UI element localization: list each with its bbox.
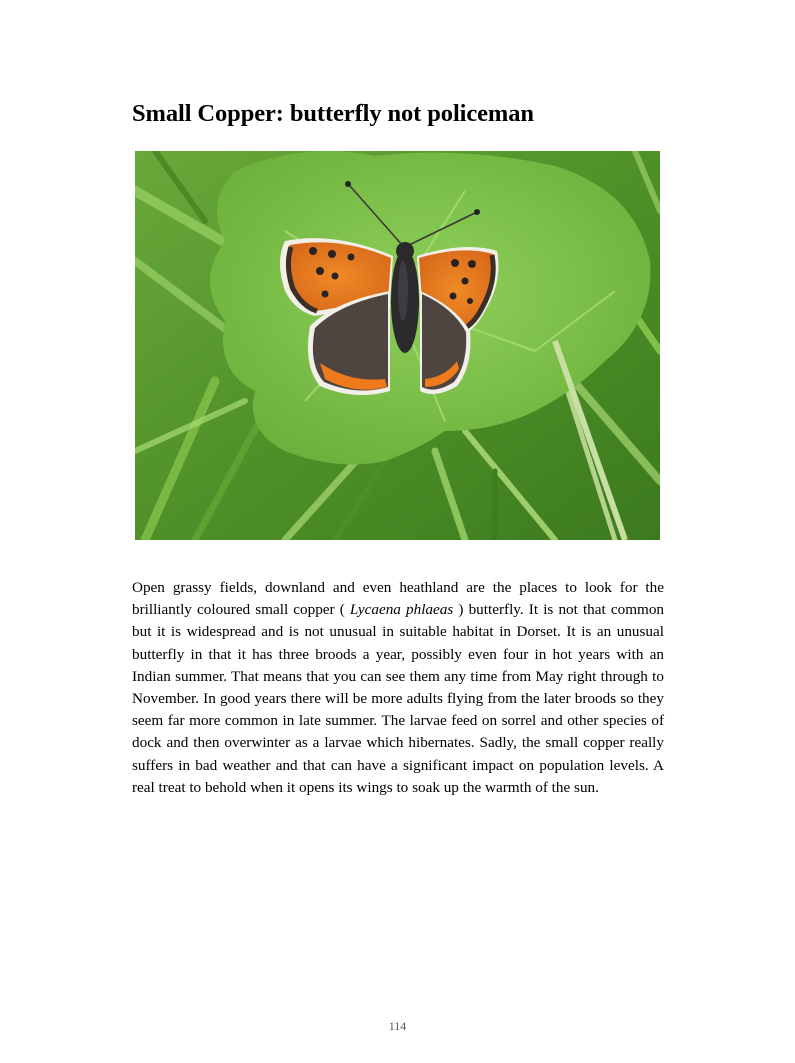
body-text-part-2: ) butterfly. It is not that common but it is widespread and is not unusual in suitable habitat in Dorset. It is an unusual butterfly in that it has three broods a year, possibly even four in hot years with an Indian summer. That means that you can see them any time from May right through to November. In good years there will be more adults flying from the later broods so they seem far more common in late summer. The larvae feed on sorrel and other species of dock and then overwinter as a larvae which hibernates. Sadly, the small copper really suffers in bad weather and that can have a significant impact on population levels. A real treat to behold when it opens its wings to soak up the warmth of the sun. [132,601,665,796]
butterfly-photo-illustration [135,151,660,540]
page-title: Small Copper: butterfly not policeman [132,100,534,127]
body-paragraph [132,577,664,799]
body-text-part-1: Open grassy fields, downland and even heathland are the places to look for the brilliantly coloured small copper ( [132,579,664,619]
species-name: Lycaena phlaeas [349,601,454,619]
page-number: 114 [388,1019,407,1033]
butterfly-photo [135,151,660,540]
